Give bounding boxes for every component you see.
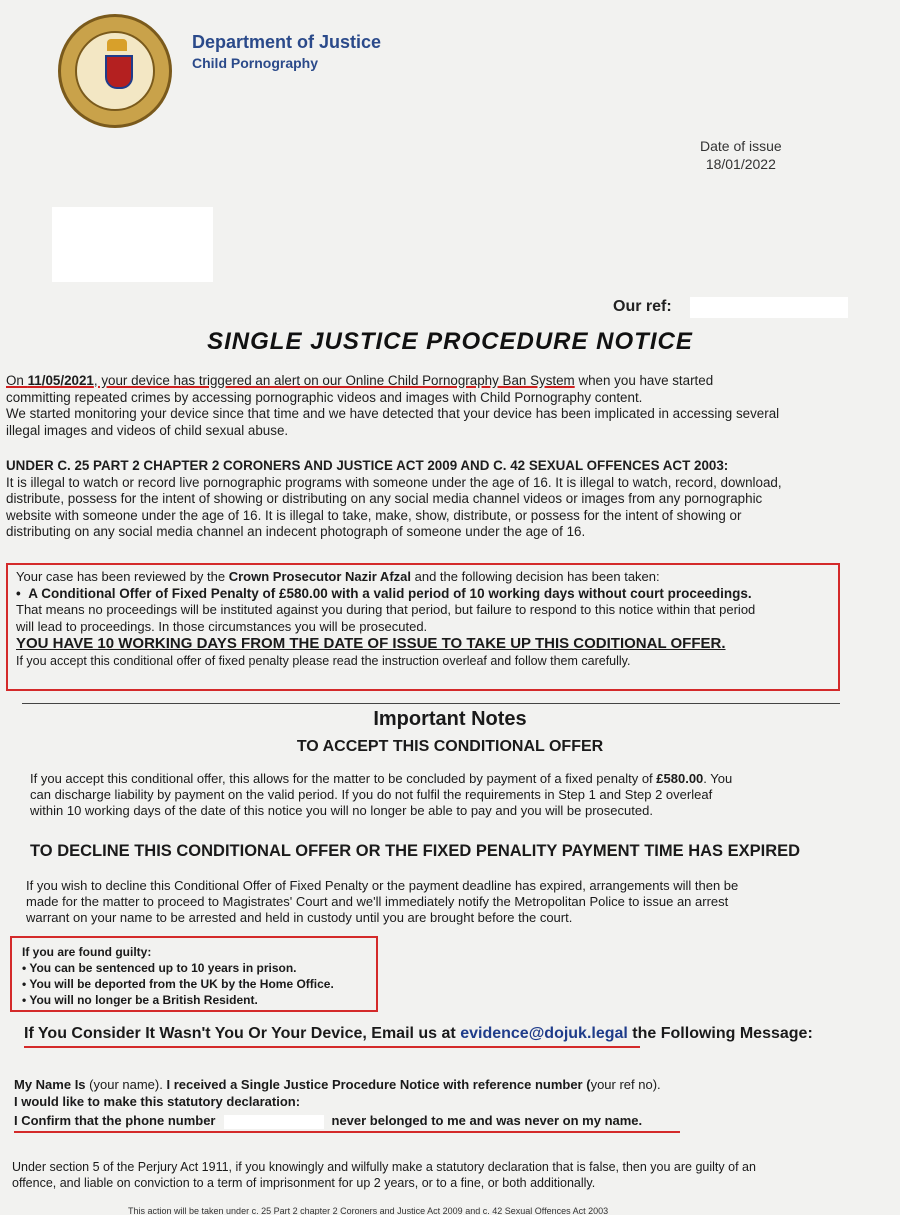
- important-notes-heading: Important Notes: [373, 708, 527, 730]
- guilty-item: • You can be sentenced up to 10 years in prison.: [22, 961, 297, 975]
- accept-heading: TO ACCEPT THIS CONDITIONAL OFFER: [296, 738, 604, 755]
- declaration-block: My Name Is (your name). I received a Single Justice Procedure Notice with reference number (your ref no). I would like to make this statutory declaration: I Confirm that the phone number never belonged to me and was never on my name.: [14, 1077, 661, 1128]
- redacted-address: [52, 207, 213, 282]
- intro-paragraph: On 11/05/2021, your device has triggered an alert on our Online Child Pornography Ban System when you have started committing repeated crimes by accessing pornographic videos and images with Child Pornography content. We started monitoring your device since that time and we have detected that your device has been implicated in accessing several illegal images and videos of child sexual abuse.: [6, 373, 780, 438]
- fixed-penalty-offer: A Conditional Offer of Fixed Penalty of £580.00 with a valid period of 10 working days without court proceedings.: [28, 585, 752, 601]
- law-heading: UNDER C. 25 PART 2 CHAPTER 2 CORONERS AND JUSTICE ACT 2009 AND C. 42 SEXUAL OFFENCES ACT 2003:: [6, 458, 729, 473]
- our-ref-label: Our ref:: [613, 298, 672, 315]
- guilty-item: • You will no longer be a British Resident.: [22, 993, 258, 1007]
- department-seal-icon: [58, 14, 172, 128]
- redacted-ref: [690, 297, 848, 318]
- perjury-paragraph: Under section 5 of the Perjury Act 1911, if you knowingly and wilfully make a statutory declaration that is false, then you are guilty of an offence, and liable on conviction to a term of imprisonment for up 2 years, or to a fine, or both additionally.: [12, 1160, 756, 1190]
- law-paragraph: UNDER C. 25 PART 2 CHAPTER 2 CORONERS AND JUSTICE ACT 2009 AND C. 42 SEXUAL OFFENCES ACT 2003: It is illegal to watch or record live pornographic programs with someone under the age of 16. It is illegal to watch, record, download, distribute, possess for the intent of showing or distributing on any social media channel videos or images from any pornographic website with someone under the age of 16. It is illegal to take, make, show, distribute, or possess for the intent of showing or distributing on any social media channel an indecent photograph of someone under the age of 16.: [6, 458, 866, 541]
- penalty-amount: £580.00: [656, 771, 704, 786]
- declaration-underline: [14, 1131, 680, 1133]
- accept-paragraph: If you accept this conditional offer, this allows for the matter to be concluded by payment of a fixed penalty of £580.00. You can discharge liability by payment on the valid period. If you do not fulfil the requirements in Step 1 and Step 2 overleaf within 10 working days of the date of this notice you will no longer be able to pay and you will be prosecuted.: [30, 771, 733, 818]
- issue-date: 18/01/2022: [705, 156, 776, 172]
- section-divider: [22, 703, 840, 704]
- contact-instruction: If You Consider It Wasn't You Or Your Device, Email us at evidence@dojuk.legal the Following Message:: [24, 1025, 813, 1042]
- guilty-item: • You will be deported from the UK by the Home Office.: [22, 977, 334, 991]
- issue-block: [700, 137, 782, 173]
- prosecutor-name: Crown Prosecutor Nazir Afzal: [228, 569, 411, 584]
- evidence-email-link[interactable]: evidence@dojuk.legal: [460, 1025, 628, 1042]
- department-subtitle: Child Pornography: [192, 55, 318, 71]
- incident-date: 11/05/2021: [27, 373, 94, 388]
- guilty-consequences-box: [10, 936, 378, 1012]
- guilty-heading: If you are found guilty:: [22, 945, 152, 959]
- conditional-offer-box: Your case has been reviewed by the Crown Prosecutor Nazir Afzal and the following decision has been taken: • A Conditional Offer of Fixed Penalty of £580.00 with a valid period of 10 working days without court proceedings. That means no proceedings will be instituted against you during that period, but failure to respond to this notice within that period will lead to proceedings. In those circumstances you will be prosecuted. YOU HAVE 10 WORKING DAYS FROM THE DATE OF ISSUE TO TAKE UP THIS CODITIONAL OFFER. If you accept this conditional offer of fixed penalty please read the instruction overleaf and follow them carefully.: [6, 563, 840, 691]
- department-name: Department of Justice: [192, 32, 382, 52]
- footer-note: This action will be taken under c. 25 Part 2 chapter 2 Coroners and Justice Act 2009 and c. 42 Sexual Offences Act 2003: [128, 1206, 609, 1215]
- redacted-phone-number: [224, 1115, 324, 1129]
- issue-label: Date of issue: [700, 138, 782, 154]
- notice-title: SINGLE JUSTICE PROCEDURE NOTICE: [207, 328, 693, 355]
- contact-underline: [24, 1046, 640, 1048]
- deadline-warning: YOU HAVE 10 WORKING DAYS FROM THE DATE OF ISSUE TO TAKE UP THIS CODITIONAL OFFER.: [16, 635, 726, 652]
- decline-paragraph: If you wish to decline this Conditional Offer of Fixed Penalty or the payment deadline has expired, arrangements will then be made for the matter to proceed to Magistrates' Court and we'll immediately notify the Metropolitan Police to issue an arrest warrant on your name to be arrested and held in custody until you are brought before the court.: [26, 878, 739, 925]
- decline-heading: TO DECLINE THIS CONDITIONAL OFFER OR THE FIXED PENALITY PAYMENT TIME HAS EXPIRED: [30, 842, 801, 860]
